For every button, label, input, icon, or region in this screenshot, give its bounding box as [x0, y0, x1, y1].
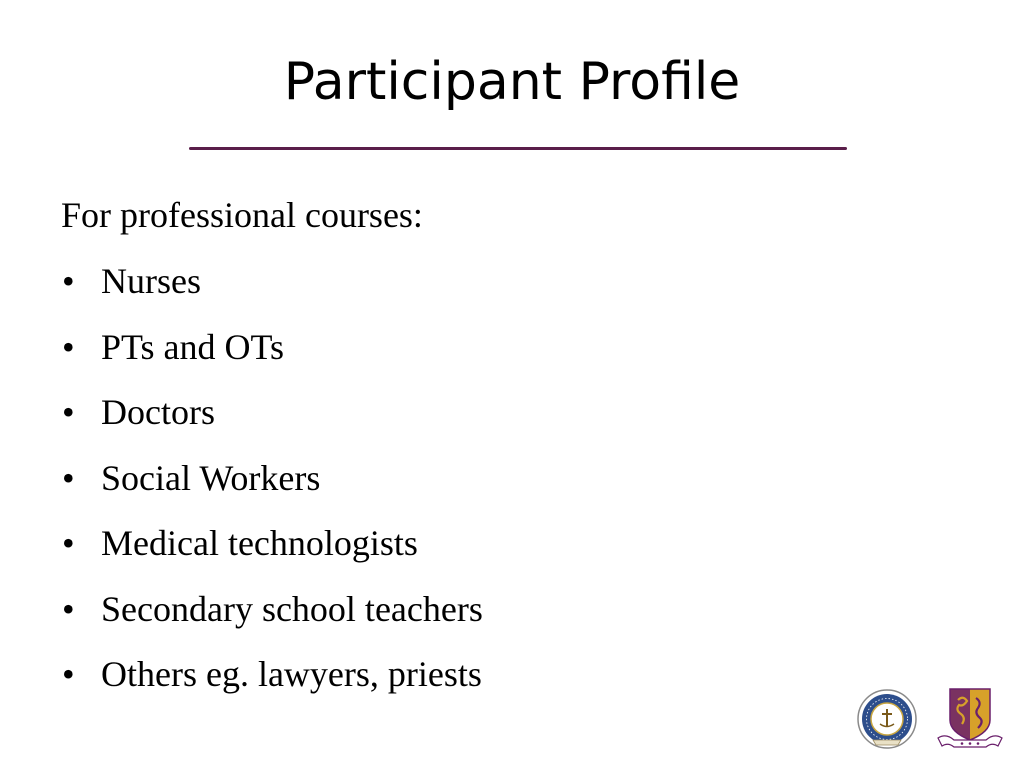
list-item	[61, 646, 483, 712]
slide-title: Participant Profile	[283, 52, 741, 112]
bullet-marker: •	[62, 392, 75, 432]
list-item-text: Nurses	[101, 261, 201, 301]
title-underline	[189, 147, 847, 150]
logo-group	[856, 686, 1006, 752]
list-item-text: PTs and OTs	[101, 326, 284, 367]
list-item	[61, 253, 483, 319]
bullet-list	[61, 253, 483, 712]
crest-shield-logo-icon	[936, 686, 1004, 752]
list-item	[61, 515, 483, 581]
bullet-marker: •	[62, 261, 75, 301]
list-item-text: Medical technologists	[101, 523, 418, 563]
bullet-marker: •	[62, 457, 75, 498]
circular-seal-logo-icon	[856, 688, 918, 750]
list-item-text: Social Workers	[101, 457, 321, 498]
bullet-marker: •	[62, 523, 75, 563]
list-item	[61, 319, 483, 385]
list-item	[61, 581, 483, 647]
list-item	[61, 384, 483, 450]
bullet-marker: •	[62, 588, 75, 629]
intro-text: For professional courses:	[61, 195, 423, 235]
list-item-text: Secondary school teachers	[101, 588, 483, 629]
bullet-marker: •	[62, 654, 75, 694]
list-item-text: Doctors	[101, 392, 215, 432]
slide-body	[61, 187, 483, 712]
list-item	[61, 450, 483, 516]
list-item-text: Others eg. lawyers, priests	[101, 654, 482, 694]
bullet-marker: •	[62, 326, 75, 367]
